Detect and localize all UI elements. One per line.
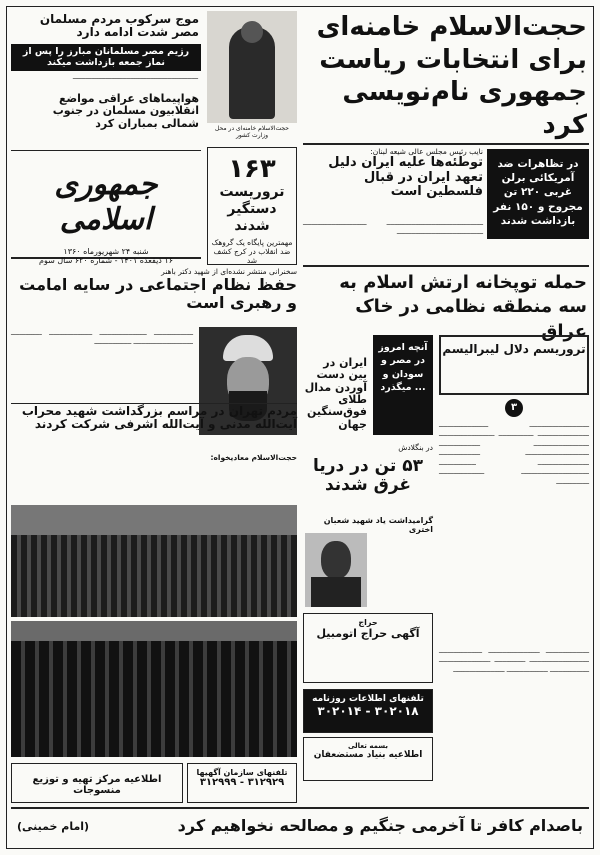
- crowd-photo: [11, 505, 297, 617]
- olympic-headline: ایران در بین دست آوردن مدال طلای فوق‌سنگین جهان: [304, 356, 367, 431]
- artillery-headline: حمله توپخانه ارتش اسلام به سه منطقه نظامی در خاک عراق: [339, 272, 587, 342]
- ettelaat-phones: ۳۰۲۰۱۸ - ۳۰۲۰۱۴: [317, 704, 419, 718]
- plot-headline: توطئه‌ها علیه ایران دلیل تعهد ایران در قبال فلسطین است: [328, 155, 483, 200]
- terror-count: ۱۶۳: [228, 154, 276, 184]
- terror-column: [439, 335, 589, 395]
- iraq-bombing-headline: هواپیماهای عراقی مواضع انقلابیون مسلمان در جنوب شمالی بمباران کرد: [52, 92, 199, 130]
- tons-sub: در بنگلادش: [398, 443, 433, 452]
- haraj-label: حراج: [358, 618, 378, 627]
- tons-headline: ۵۳ تن در دریا غرق شدند: [313, 456, 423, 496]
- footer-banner: [11, 813, 589, 843]
- masthead-date: شنبه ۲۴ شهریورماه ۱۳۶۰: [63, 247, 149, 256]
- terror-sub: مهمترین پایگاه یک گروهک ضد انقلاب در کرج کشف شد: [211, 238, 293, 266]
- terror-col-title: تروریسم دلال لیبرالیسم: [442, 342, 586, 356]
- masthead: [11, 157, 201, 265]
- today-box: آنچه امروز در مصر و سودان و ... میگذرد: [373, 335, 433, 435]
- footer-quote: باصدام کافر تا آخرمی جنگیم و مصالحه نخواهیم کرد: [177, 816, 583, 835]
- main-headline: حجت‌الاسلام خامنه‌ای برای انتخابات ریاست جمهوری نام‌نویسی کرد: [316, 12, 587, 140]
- org-label: تلفنهای سازمان آگهیها: [196, 768, 288, 777]
- ettelaat-ad: [303, 689, 433, 733]
- mostazafan-label: اطلاعیه بنیاد مستضعفان: [313, 750, 423, 760]
- plot-section: [303, 147, 483, 219]
- employment-label: اطلاعیه مرکز تهیه و توزیع منسوجات: [32, 774, 162, 796]
- egypt-section: موج سرکوب مردم مسلمان مصر شدت ادامه دارد رژیم مصر مسلمانان مبارز را پس از نماز جمعه بازداشت میکند ـــــــــــــــــــــــــــــــــــــــــــــــــــــــــــــ هواپیماهای عراقی مواضع انقلابیون مسلمان در جنوب شمالی بمباران کرد: [11, 11, 201, 151]
- martyr-photo: [305, 533, 367, 607]
- auto-auction-ad: [303, 613, 433, 683]
- mostazafan-ad: [303, 737, 433, 781]
- employment-ad: [11, 763, 183, 803]
- social-sub: سخنرانی منتشر نشده‌ای از شهید دکتر باهنر: [161, 267, 297, 276]
- khamenei-caption: حجت‌الاسلام خامنه‌ای در محل وزارت کشور: [215, 125, 289, 139]
- social-headline: حفظ نظام اجتماعی در سایه امامت و رهبری است: [19, 275, 297, 312]
- martyr-caption: گرامیداشت یاد شهید شعبان اختری: [323, 516, 433, 534]
- org-phones: ۳۱۲۹۲۹ - ۳۱۲۹۹۹: [199, 777, 285, 788]
- ceremony-headline: مردم تهران در مراسم بزرگداشت شهید محراب آیت‌الله مدنی و آیت‌الله اشرفی شرکت کردند: [21, 404, 297, 432]
- org-phones-ad: [187, 763, 297, 803]
- social-section: [11, 267, 297, 327]
- terror-label: تروریست دستگیر شدند: [219, 184, 285, 234]
- footer-attribution: (امام خمینی): [17, 820, 90, 833]
- ceremony-section: [11, 405, 297, 449]
- masthead-title: جمهوری اسلامی: [54, 167, 158, 237]
- khamenei-photo: [207, 11, 297, 123]
- masthead-issue: ۱۶ ذیقعده ۱۴۰۱ - شماره ۶۲۰ سال سوم: [38, 256, 173, 265]
- egypt-headline: موج سرکوب مردم مسلمان مصر شدت ادامه دارد: [39, 12, 199, 40]
- egypt-sub: رژیم مصر مسلمانان مبارز را پس از نماز جمعه بازداشت میکند: [11, 44, 201, 71]
- ettelaat-label: تلفنهای اطلاعات روزنامه: [312, 694, 424, 704]
- mourners-photo: [11, 621, 297, 757]
- plot-sub: نایب رئیس مجلس عالی شیعه لبنان:: [370, 147, 483, 156]
- bismillah: بسمه تعالی: [347, 742, 389, 750]
- terror-col-number: ۳: [505, 399, 523, 417]
- terror-arrest-box: [207, 147, 297, 265]
- ceremony-sub: حجت‌الاسلام معادیخواه:: [210, 453, 297, 462]
- newspaper-page: حجت‌الاسلام خامنه‌ای برای انتخابات ریاست جمهوری نام‌نویسی کرد حجت‌الاسلام خامنه‌ای در محل وزارت کشور موج سرکوب مردم مسلمان مصر شدت ادامه دارد رژیم مصر مسلمانان مبارز را پس از نماز جمعه بازداشت میکند ـــــــــــــــــــــــــــــــــــــــــــــــــــــــــــــ هواپیماهای عراقی مواضع انقلابیون مسلمان در جنوب شمالی بمباران کرد جمهوری اسلامی شنبه ۲۴ شهریورماه ۱۳۶۰ ۱۶ ذیقعده ۱۴۰۱ - شماره ۶۲۰ سال سوم ۱۶۳ تروریست دستگیر شدند مهمترین پایگاه یک گروهک ضد انقلاب در کرج کشف شد نایب رئیس مجلس عالی شیعه لبنان: توطئه‌ها علیه ایران دلیل تعهد ایران در قبال فلسطین است ـــــــــــــــــــــــــــــــــــــــــــــــ ـــــــــــــــــــــــــــــــ ــــــــــــــــــــــــــــــــــــــــــ در تظاهرات ضد آمریکائی برلن غربی ۲۲۰ تن مجروح و ۱۵۰ نفر بازداشت شدند حمله توپخانه ارتش اسلام به سه منطقه نظامی در خاک عراق سخنرانی منتشر نشده‌ای از شهید دکتر باهنر حفظ نظام اجتماعی در سایه امامت و رهبری است ـــــــــــــــــــ ـــــــــــــــــــــــ ـــــــــــــــــــــ ـــــــــــــــ ـــــــــــــــــــــــــــــ ــــــــــــــــــ آنچه امروز در مصر و سودان و ... میگذرد تروریسم دلال لیبرالیسم ۳ ـــــــــــــــــــــــــــــ ــــــــــــــــــــــــ ـــــــــــــــــــــــــ ـــــــــــــــــ ـــــــــــــــــــــــــــ ـــــــــــــــــــــــــــ ــــــــــــــــــــ ـــــــــــــــــــــــــــــــ ــــــــــــــــــــ ـــــــــــــــــــــــــ ــــــــــــــــــ ـــــــــــــــــــــــــــــــــ ــــــــــــــــــــــ ــــــــــــــــ ایران در بین دست آوردن مدال طلای فوق‌سنگین جهان مردم تهران در مراسم بزرگداشت شهید محراب آیت‌الله مدنی و آیت‌الله اشرفی شرکت کردند حجت‌الاسلام معادیخواه: در بنگلادش ۵۳ تن در دریا غرق شدند گرامیداشت یاد شهید شعبان اختری حراج آگهی حراج اتومبیل تلفنهای اطلاعات روزنامه ۳۰۲۰۱۸ - ۳۰۲۰۱۴ بسمه تعالی اطلاعیه بنیاد مستضعفان تلفنهای سازمان آگهیها ۳۱۲۹۲۹ - ۳۱۲۹۹۹ اطلاعیه مرکز تهیه و توزیع منسوجات ـــــــــــــــــــــ ـــــــــــــــــــــــــ ـــــــــــــــــــــ ـــــــــــــــــــــــــــــ ـــــــــــــــ ـــــــــــــــــــــــــ ـــــــــــــــــــ ــــــــــــــــــــ ـــــــــــــــــــــــــ باصدام کافر تا آخرمی جنگیم و مصالحه نخواهیم کرد (امام خمینی): [6, 6, 594, 849]
- berlin-box: در تظاهرات ضد آمریکائی برلن غربی ۲۲۰ تن مجروح و ۱۵۰ نفر بازداشت شدند: [487, 149, 589, 239]
- auto-auction-label: آگهی حراج اتومبیل: [316, 627, 420, 640]
